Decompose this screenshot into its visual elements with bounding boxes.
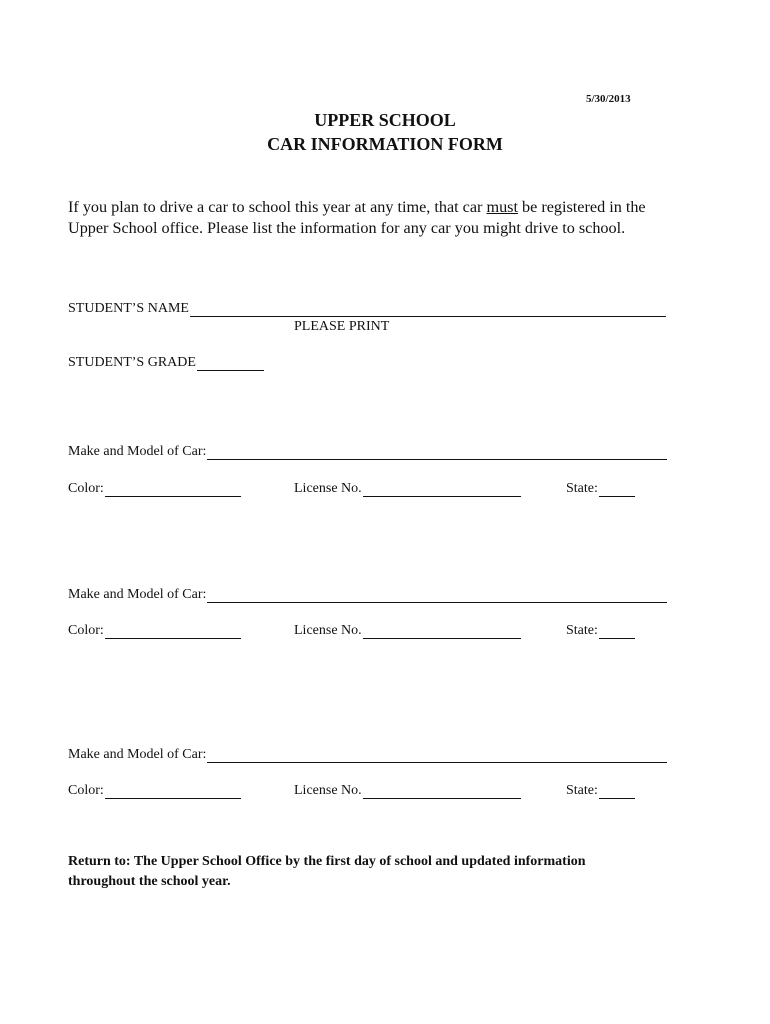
car3-make-model-field[interactable]: [207, 750, 667, 763]
student-name-field[interactable]: [190, 304, 666, 317]
intro-text-before: If you plan to drive a car to school this year at any time, that car: [68, 198, 487, 216]
car2-state-field[interactable]: [599, 626, 635, 639]
intro-line1: [68, 198, 646, 217]
car1-state-row: [566, 481, 635, 497]
form-title-line1: UPPER SCHOOL: [314, 110, 456, 130]
form-date: 5/30/2013: [586, 93, 631, 105]
car2-make-model-field[interactable]: [207, 590, 667, 603]
car3-state-row: [566, 783, 635, 799]
car2-make-model-row: [68, 587, 667, 603]
car3-license-label: License No.: [294, 783, 362, 798]
car3-state-label: State:: [566, 783, 598, 798]
return-to-line1: Return to: The Upper School Office by the first day of school and updated information: [68, 854, 586, 869]
car3-make-model-label: Make and Model of Car:: [68, 747, 207, 762]
car1-license-field[interactable]: [363, 484, 521, 497]
car2-license-row: [294, 623, 521, 639]
car1-license-label: License No.: [294, 481, 362, 496]
form-title-line2: CAR INFORMATION FORM: [267, 134, 503, 154]
car2-license-field[interactable]: [363, 626, 521, 639]
car3-make-model-row: [68, 747, 667, 763]
car1-license-row: [294, 481, 521, 497]
car3-state-field[interactable]: [599, 786, 635, 799]
student-name-row: [68, 301, 666, 317]
car1-state-field[interactable]: [599, 484, 635, 497]
car3-color-label: Color:: [68, 783, 104, 798]
car1-make-model-field[interactable]: [207, 447, 667, 460]
car2-state-label: State:: [566, 623, 598, 638]
car2-color-label: Color:: [68, 623, 104, 638]
car2-state-row: [566, 623, 635, 639]
intro-text-after: be registered in the: [517, 198, 646, 216]
car3-color-row: [68, 783, 241, 799]
car1-make-model-row: [68, 444, 667, 460]
student-name-label: STUDENT’S NAME: [68, 301, 189, 316]
car3-license-field[interactable]: [363, 786, 521, 799]
car1-color-field[interactable]: [105, 484, 241, 497]
student-grade-row: [68, 355, 264, 371]
car1-make-model-label: Make and Model of Car:: [68, 444, 207, 459]
car1-color-row: [68, 481, 241, 497]
car3-color-field[interactable]: [105, 786, 241, 799]
intro-line2: Upper School office. Please list the information for any car you might drive to school.: [68, 219, 626, 237]
return-to-line2: throughout the school year.: [68, 874, 231, 889]
intro-emphasis: must: [486, 198, 518, 216]
student-name-hint: PLEASE PRINT: [294, 319, 390, 334]
car2-make-model-label: Make and Model of Car:: [68, 587, 207, 602]
car3-license-row: [294, 783, 521, 799]
car2-license-label: License No.: [294, 623, 362, 638]
student-grade-label: STUDENT’S GRADE: [68, 355, 196, 370]
car2-color-row: [68, 623, 241, 639]
car1-color-label: Color:: [68, 481, 104, 496]
student-grade-field[interactable]: [197, 358, 264, 371]
car1-state-label: State:: [566, 481, 598, 496]
car2-color-field[interactable]: [105, 626, 241, 639]
